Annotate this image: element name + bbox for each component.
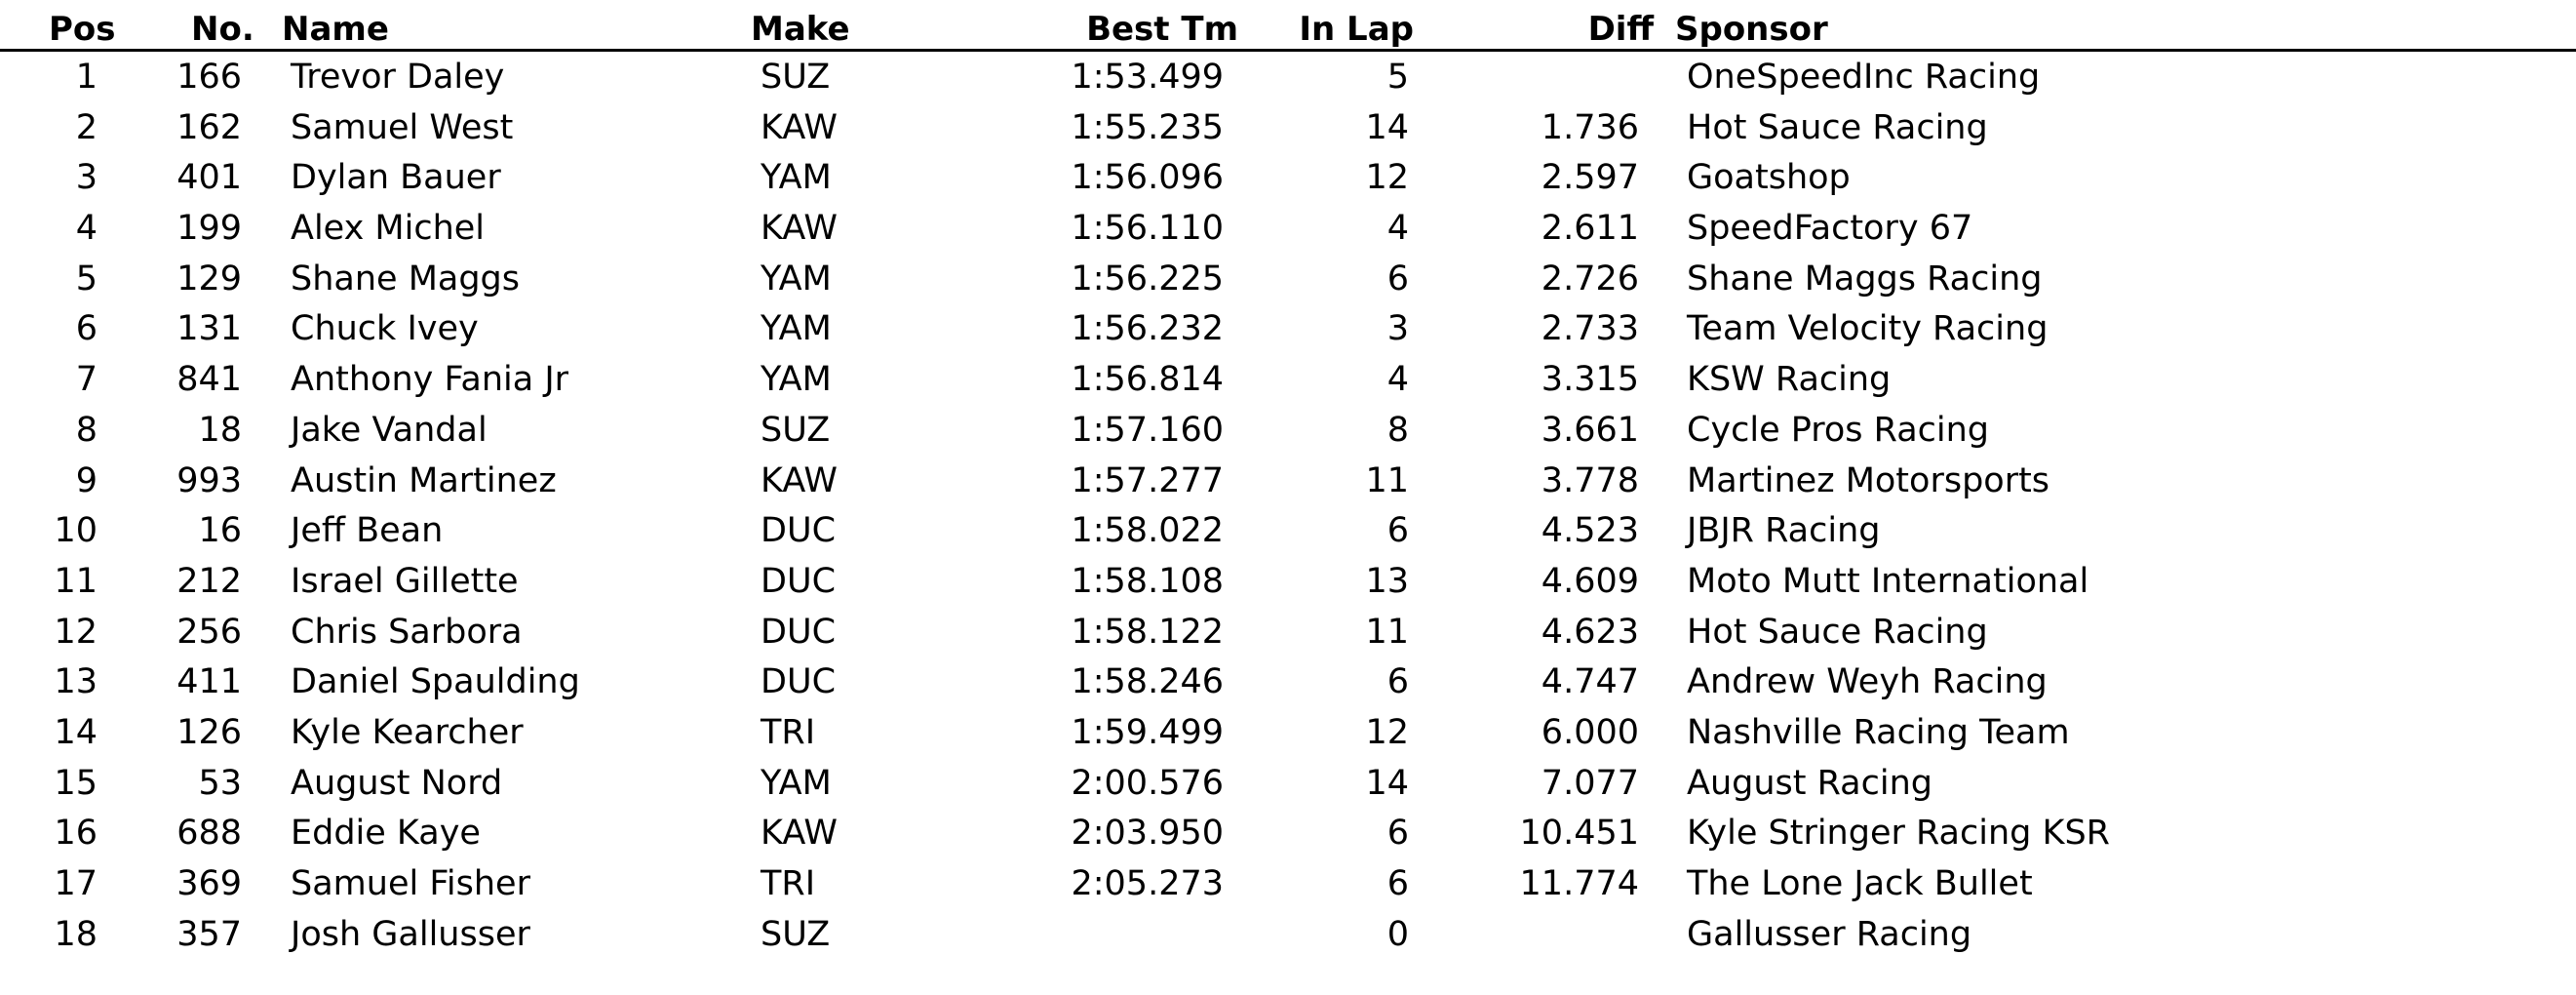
cell-name: Anthony Fania Jr <box>291 360 569 400</box>
cell-number: 369 <box>176 864 242 903</box>
cell-best-time: 1:58.108 <box>1071 561 1224 601</box>
cell-in-lap: 5 <box>1386 58 1409 97</box>
cell-diff: 2.611 <box>1541 209 1639 249</box>
header-make: Make <box>751 10 850 49</box>
cell-best-time: 1:56.096 <box>1071 158 1224 198</box>
cell-best-time: 1:56.225 <box>1071 259 1224 298</box>
table-row <box>0 52 2576 102</box>
cell-sponsor: August Racing <box>1687 763 1932 803</box>
cell-make: DUC <box>761 561 837 601</box>
cell-diff: 10.451 <box>1519 814 1639 854</box>
cell-pos: 10 <box>54 511 98 551</box>
cell-pos: 7 <box>75 360 98 400</box>
cell-best-time: 1:57.160 <box>1071 410 1224 450</box>
cell-diff: 11.774 <box>1519 864 1639 903</box>
cell-in-lap: 6 <box>1386 864 1409 903</box>
cell-best-time: 1:58.122 <box>1071 612 1224 652</box>
table-row <box>0 152 2576 203</box>
table-row <box>0 758 2576 809</box>
cell-make: YAM <box>761 360 832 400</box>
cell-in-lap: 14 <box>1365 763 1409 803</box>
cell-make: YAM <box>761 309 832 349</box>
cell-pos: 13 <box>54 662 98 702</box>
header-in-lap: In Lap <box>1299 10 1414 49</box>
cell-sponsor: Hot Sauce Racing <box>1687 612 1988 652</box>
cell-in-lap: 11 <box>1365 460 1409 500</box>
cell-number: 357 <box>176 914 242 954</box>
cell-pos: 17 <box>54 864 98 903</box>
cell-in-lap: 13 <box>1365 561 1409 601</box>
cell-number: 401 <box>176 158 242 198</box>
cell-number: 53 <box>198 763 242 803</box>
cell-number: 16 <box>198 511 242 551</box>
table-row <box>0 858 2576 909</box>
cell-make: KAW <box>761 460 838 500</box>
cell-in-lap: 0 <box>1386 914 1409 954</box>
cell-pos: 11 <box>54 561 98 601</box>
table-row <box>0 254 2576 304</box>
cell-diff: 2.726 <box>1541 259 1639 298</box>
cell-sponsor: Andrew Weyh Racing <box>1687 662 2048 702</box>
cell-number: 199 <box>176 209 242 249</box>
cell-pos: 6 <box>75 309 98 349</box>
cell-in-lap: 12 <box>1365 712 1409 752</box>
cell-diff: 4.623 <box>1541 612 1639 652</box>
header-best-time: Best Tm <box>1086 10 1238 49</box>
cell-in-lap: 6 <box>1386 814 1409 854</box>
cell-pos: 8 <box>75 410 98 450</box>
cell-number: 18 <box>198 410 242 450</box>
cell-in-lap: 4 <box>1386 209 1409 249</box>
cell-name: Daniel Spaulding <box>291 662 580 702</box>
cell-sponsor: Hot Sauce Racing <box>1687 107 1988 147</box>
cell-number: 131 <box>176 309 242 349</box>
cell-diff: 2.597 <box>1541 158 1639 198</box>
cell-sponsor: Team Velocity Racing <box>1687 309 2049 349</box>
cell-best-time: 1:56.814 <box>1071 360 1224 400</box>
cell-name: Austin Martinez <box>291 460 557 500</box>
cell-name: August Nord <box>291 763 503 803</box>
cell-diff: 3.778 <box>1541 460 1639 500</box>
cell-name: Josh Gallusser <box>291 914 530 954</box>
cell-name: Alex Michel <box>291 209 486 249</box>
cell-number: 129 <box>176 259 242 298</box>
cell-name: Kyle Kearcher <box>291 712 524 752</box>
table-row <box>0 405 2576 456</box>
cell-in-lap: 6 <box>1386 259 1409 298</box>
cell-name: Israel Gillette <box>291 561 519 601</box>
cell-number: 411 <box>176 662 242 702</box>
cell-diff: 2.733 <box>1541 309 1639 349</box>
header-number: No. <box>191 10 254 49</box>
table-row <box>0 505 2576 556</box>
cell-sponsor: The Lone Jack Bullet <box>1687 864 2033 903</box>
cell-pos: 18 <box>54 914 98 954</box>
cell-in-lap: 14 <box>1365 107 1409 147</box>
cell-pos: 3 <box>75 158 98 198</box>
cell-in-lap: 4 <box>1386 360 1409 400</box>
table-row <box>0 808 2576 858</box>
cell-sponsor: Gallusser Racing <box>1687 914 1972 954</box>
cell-sponsor: OneSpeedInc Racing <box>1687 58 2041 97</box>
table-row <box>0 303 2576 354</box>
cell-in-lap: 12 <box>1365 158 1409 198</box>
cell-best-time: 1:56.232 <box>1071 309 1224 349</box>
cell-pos: 14 <box>54 712 98 752</box>
cell-best-time: 1:58.246 <box>1071 662 1224 702</box>
table-row <box>0 909 2576 960</box>
table-body <box>0 52 2576 959</box>
cell-make: SUZ <box>761 914 831 954</box>
cell-name: Samuel West <box>291 107 514 147</box>
cell-in-lap: 11 <box>1365 612 1409 652</box>
cell-in-lap: 6 <box>1386 662 1409 702</box>
cell-pos: 15 <box>54 763 98 803</box>
header-sponsor: Sponsor <box>1675 10 1828 49</box>
header-pos: Pos <box>49 10 116 49</box>
cell-pos: 5 <box>75 259 98 298</box>
table-row <box>0 354 2576 405</box>
cell-sponsor: Kyle Stringer Racing KSR <box>1687 814 2110 854</box>
table-row <box>0 556 2576 607</box>
cell-number: 162 <box>176 107 242 147</box>
cell-name: Chuck Ivey <box>291 309 479 349</box>
cell-diff: 1.736 <box>1541 107 1639 147</box>
cell-sponsor: Goatshop <box>1687 158 1851 198</box>
cell-sponsor: Martinez Motorsports <box>1687 460 2050 500</box>
cell-number: 256 <box>176 612 242 652</box>
cell-pos: 16 <box>54 814 98 854</box>
cell-number: 166 <box>176 58 242 97</box>
table-row <box>0 657 2576 707</box>
cell-make: TRI <box>761 864 816 903</box>
cell-make: TRI <box>761 712 816 752</box>
cell-make: DUC <box>761 612 837 652</box>
cell-diff: 3.661 <box>1541 410 1639 450</box>
cell-name: Eddie Kaye <box>291 814 481 854</box>
cell-sponsor: Cycle Pros Racing <box>1687 410 1990 450</box>
cell-name: Jeff Bean <box>291 511 444 551</box>
cell-in-lap: 6 <box>1386 511 1409 551</box>
cell-number: 688 <box>176 814 242 854</box>
cell-make: DUC <box>761 662 837 702</box>
cell-best-time: 1:56.110 <box>1071 209 1224 249</box>
cell-sponsor: SpeedFactory 67 <box>1687 209 1973 249</box>
cell-name: Jake Vandal <box>291 410 488 450</box>
cell-pos: 9 <box>75 460 98 500</box>
cell-in-lap: 3 <box>1386 309 1409 349</box>
cell-sponsor: Nashville Racing Team <box>1687 712 2070 752</box>
cell-sponsor: KSW Racing <box>1687 360 1892 400</box>
cell-sponsor: Shane Maggs Racing <box>1687 259 2043 298</box>
cell-make: SUZ <box>761 410 831 450</box>
cell-make: YAM <box>761 259 832 298</box>
cell-make: KAW <box>761 209 838 249</box>
cell-sponsor: JBJR Racing <box>1687 511 1881 551</box>
cell-name: Chris Sarbora <box>291 612 523 652</box>
table-row <box>0 102 2576 153</box>
cell-make: YAM <box>761 158 832 198</box>
cell-pos: 1 <box>75 58 98 97</box>
cell-pos: 2 <box>75 107 98 147</box>
cell-diff: 4.747 <box>1541 662 1639 702</box>
cell-make: KAW <box>761 107 838 147</box>
cell-best-time: 2:05.273 <box>1071 864 1224 903</box>
cell-number: 212 <box>176 561 242 601</box>
cell-best-time: 1:58.022 <box>1071 511 1224 551</box>
table-row <box>0 203 2576 254</box>
cell-number: 126 <box>176 712 242 752</box>
cell-sponsor: Moto Mutt International <box>1687 561 2089 601</box>
cell-best-time: 1:59.499 <box>1071 712 1224 752</box>
cell-make: DUC <box>761 511 837 551</box>
cell-best-time: 2:00.576 <box>1071 763 1224 803</box>
cell-make: SUZ <box>761 58 831 97</box>
cell-name: Dylan Bauer <box>291 158 501 198</box>
cell-make: KAW <box>761 814 838 854</box>
cell-number: 841 <box>176 360 242 400</box>
header-name: Name <box>282 10 389 49</box>
cell-in-lap: 8 <box>1386 410 1409 450</box>
cell-best-time: 1:55.235 <box>1071 107 1224 147</box>
cell-number: 993 <box>176 460 242 500</box>
cell-name: Trevor Daley <box>291 58 505 97</box>
cell-diff: 4.523 <box>1541 511 1639 551</box>
cell-diff: 4.609 <box>1541 561 1639 601</box>
table-row <box>0 607 2576 657</box>
cell-diff: 3.315 <box>1541 360 1639 400</box>
cell-make: YAM <box>761 763 832 803</box>
cell-pos: 12 <box>54 612 98 652</box>
cell-best-time: 1:53.499 <box>1071 58 1224 97</box>
cell-best-time: 2:03.950 <box>1071 814 1224 854</box>
cell-best-time: 1:57.277 <box>1071 460 1224 500</box>
cell-name: Samuel Fisher <box>291 864 530 903</box>
cell-name: Shane Maggs <box>291 259 521 298</box>
cell-pos: 4 <box>75 209 98 249</box>
header-diff: Diff <box>1587 10 1654 49</box>
table-header <box>0 0 2576 52</box>
cell-diff: 7.077 <box>1541 763 1639 803</box>
table-row <box>0 456 2576 506</box>
table-row <box>0 707 2576 758</box>
cell-diff: 6.000 <box>1541 712 1639 752</box>
